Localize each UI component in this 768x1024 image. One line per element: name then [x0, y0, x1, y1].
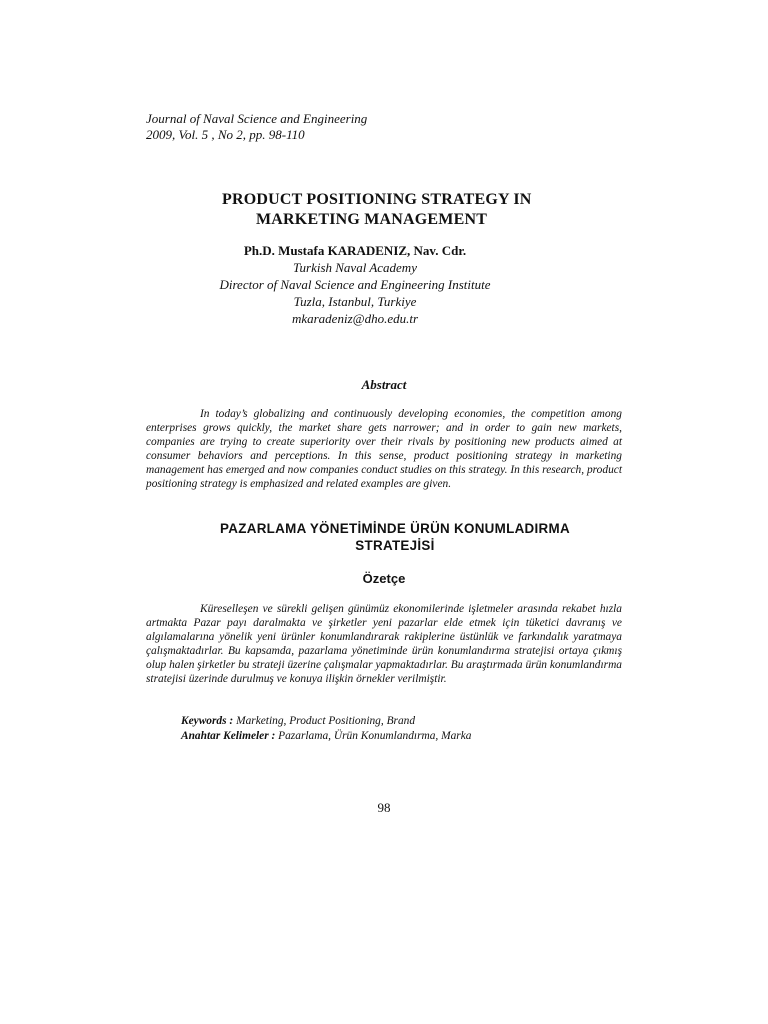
anahtar-kelimeler-value: Pazarlama, Ürün Konumlandırma, Marka — [278, 730, 472, 742]
ozetce-heading: Özetçe — [362, 571, 406, 586]
page-number: 98 — [377, 800, 391, 815]
turkish-title-line-2: STRATEJİSİ — [355, 538, 435, 553]
journal-name: Journal of Naval Science and Engineering — [146, 111, 368, 126]
journal-citation: 2009, Vol. 5 , No 2, pp. 98-110 — [146, 127, 305, 142]
title-line-2: MARKETING MANAGEMENT — [256, 211, 488, 228]
ozetce-text: Küreselleşen ve sürekli gelişen günümüz ekonomilerinde işletmeler arasında rekabet hızla artmakta Pazar payı daralmakta ve şirketler yeni pazarlar elde etmek için tüketici davranış ve algılamalarına yönelik yeni ürünler konumlandırarak rakiplerine üstünlük ve farkındalık yaratmaya çalışmaktadırlar. Bu kapsamda, pazarlama yönetiminde ürün konumlandırma stratejisi ortaya çıkmış olup halen şirketler bu strateji üzerine çalışmalar yapmaktadırlar. Bu araştırmada ürün konumlandırma stratejisi üzerinde durulmuş ve konuya ilişkin örnekler verilmiştir. — [146, 603, 622, 685]
author-name: Ph.D. Mustafa KARADENIZ, Nav. Cdr. — [243, 243, 467, 258]
journal-header — [146, 111, 367, 143]
abstract-heading: Abstract — [361, 377, 407, 392]
turkish-title-line-1: PAZARLAMA YÖNETİMİNDE ÜRÜN KONUMLADIRMA — [220, 521, 570, 536]
turkish-title — [160, 520, 630, 554]
author-email: mkaradeniz@dho.edu.tr — [291, 311, 419, 326]
anahtar-kelimeler-label: Anahtar Kelimeler : — [181, 730, 276, 742]
keywords-value: Marketing, Product Positioning, Brand — [236, 715, 416, 727]
keywords-block — [181, 714, 472, 744]
author-block — [170, 242, 540, 327]
author-affiliation-2: Director of Naval Science and Engineering Institute — [219, 277, 491, 292]
title-line-1: PRODUCT POSITIONING STRATEGY IN — [222, 191, 532, 208]
paper-title — [222, 190, 532, 230]
keywords-line — [181, 714, 472, 729]
abstract-text: In today’s globalizing and continuously developing economies, the competition among enterprises grows quickly, the market share gets narrower; and in order to gain new markets, companies are trying to create superiority over their rivals by positioning new products aimed at consumer behaviors and perceptions. In this sense, product positioning strategy in marketing management has emerged and now companies conduct studies on this strategy. In this research, product positioning strategy is emphasized and related examples are given. — [146, 408, 622, 490]
anahtar-kelimeler-line — [181, 729, 472, 744]
author-location: Tuzla, Istanbul, Turkiye — [293, 294, 417, 309]
keywords-label: Keywords : — [181, 715, 234, 727]
author-affiliation-1: Turkish Naval Academy — [293, 260, 417, 275]
